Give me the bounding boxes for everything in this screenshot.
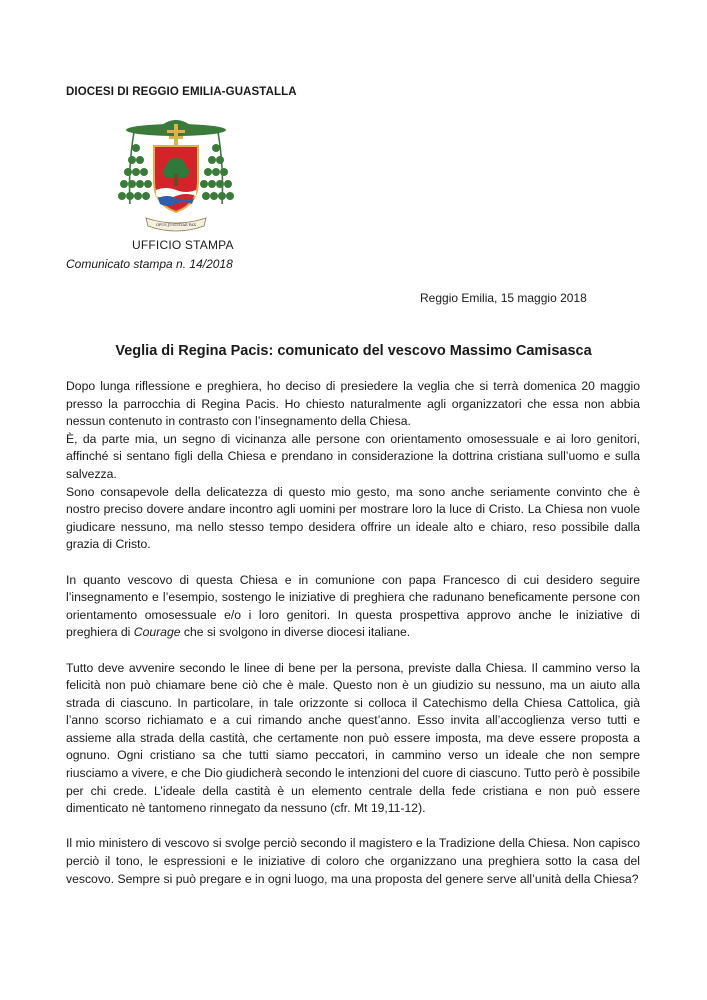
courage-italic: Courage bbox=[133, 625, 181, 640]
document-body bbox=[66, 378, 640, 888]
paragraph-1 bbox=[66, 378, 640, 554]
paragraph-2-text-b: che si svolgono in diverse diocesi italiane. bbox=[180, 625, 411, 640]
paragraph-1-sentence-3: Sono consapevole della delicatezza di questo mio gesto, ma sono anche seriamente convinto che è nostro preciso dovere andare incontro agli uomini per mostrare loro la luce di Cristo. La Chiesa non vuole giudicare nessuno, ma nello stesso tempo desidera offrire un ideale alto e chiaro, reso possibile dalla grazia di Cristo. bbox=[66, 484, 640, 552]
document-title: Veglia di Regina Pacis: comunicato del vescovo Massimo Camisasca bbox=[115, 343, 592, 359]
place-and-date: Reggio Emilia, 15 maggio 2018 bbox=[420, 291, 587, 305]
paragraph-1-sentence-2: È, da parte mia, un segno di vicinanza alle persone con orientamento omosessuale e ai loro genitori, affinché si sentano figli della Chiesa e prendano in considerazione la dottrina cristiana sull’uomo e sulla salvezza. bbox=[66, 431, 640, 481]
paragraph-3: Tutto deve avvenire secondo le linee di bene per la persona, previste dalla Chiesa. Il cammino verso la felicità non può chiamare bene ciò che è male. Questo non è un giudizio su nessuno, ma un aiuto alla strada di ciascuno. In particolare, in tale orizzonte si colloca il Catechismo della Chiesa Cattolica, già l’anno scorso richiamato e a cui rimando anche quest’anno. Esso invita all’accoglienza verso tutti e assieme alla strada della castità, che certamente non può essere imposta, ma deve essere proposta a ognuno. Ogni cristiano sa che tutti siamo peccatori, in cammino verso un ideale che non sempre riusciamo a vivere, e che Dio giudicherà secondo le intenzioni del cuore di ciascuno. Tutto però è possibile per chi crede. L’ideale della castità è un elemento centrale della fede cristiana e non può essere dimenticato nè tantomeno rinnegato da nessuno (cfr. Mt 19,11-12). bbox=[66, 660, 640, 816]
diocese-name: DIOCESI DI REGGIO EMILIA-GUASTALLA bbox=[66, 86, 297, 98]
press-office-label: UFFICIO STAMPA bbox=[132, 238, 234, 252]
paragraph-2-text-a: In quanto vescovo di questa Chiesa e in comunione con papa Francesco di cui desidero seguire l’insegnamento e l’esempio, sostengo le iniziative di preghiera che radunano beneficamente persone con orientamento omosessuale e/o i loro genitori. In questa prospettiva approvo anche le iniziative di preghiera di bbox=[66, 572, 640, 640]
paragraph-4: Il mio ministero di vescovo si svolge perciò secondo il magistero e la Tradizione della Chiesa. Non capisco perciò il tono, le espressioni e le iniziative di coloro che organizzano una preghiera sotto la casa del vescovo. Sempre si può pregare e in ogni luogo, ma una proposta del genere serve all’unità della Chiesa? bbox=[66, 836, 640, 886]
paragraph-1-sentence-1: Dopo lunga riflessione e preghiera, ho deciso di presiedere la veglia che si terrà domenica 20 maggio presso la parrocchia di Regina Pacis. Ho chiesto naturalmente agli organizzatori che essa non abbia nessun contenuto in contrasto con l’insegnamento della Chiesa. bbox=[66, 379, 640, 429]
diocese-coat-of-arms bbox=[112, 108, 240, 236]
press-release-number: Comunicato stampa n. 14/2018 bbox=[66, 257, 233, 271]
paragraph-2 bbox=[66, 572, 640, 642]
crest-motto: OPUS JUSTITIAE PAX bbox=[155, 223, 197, 227]
